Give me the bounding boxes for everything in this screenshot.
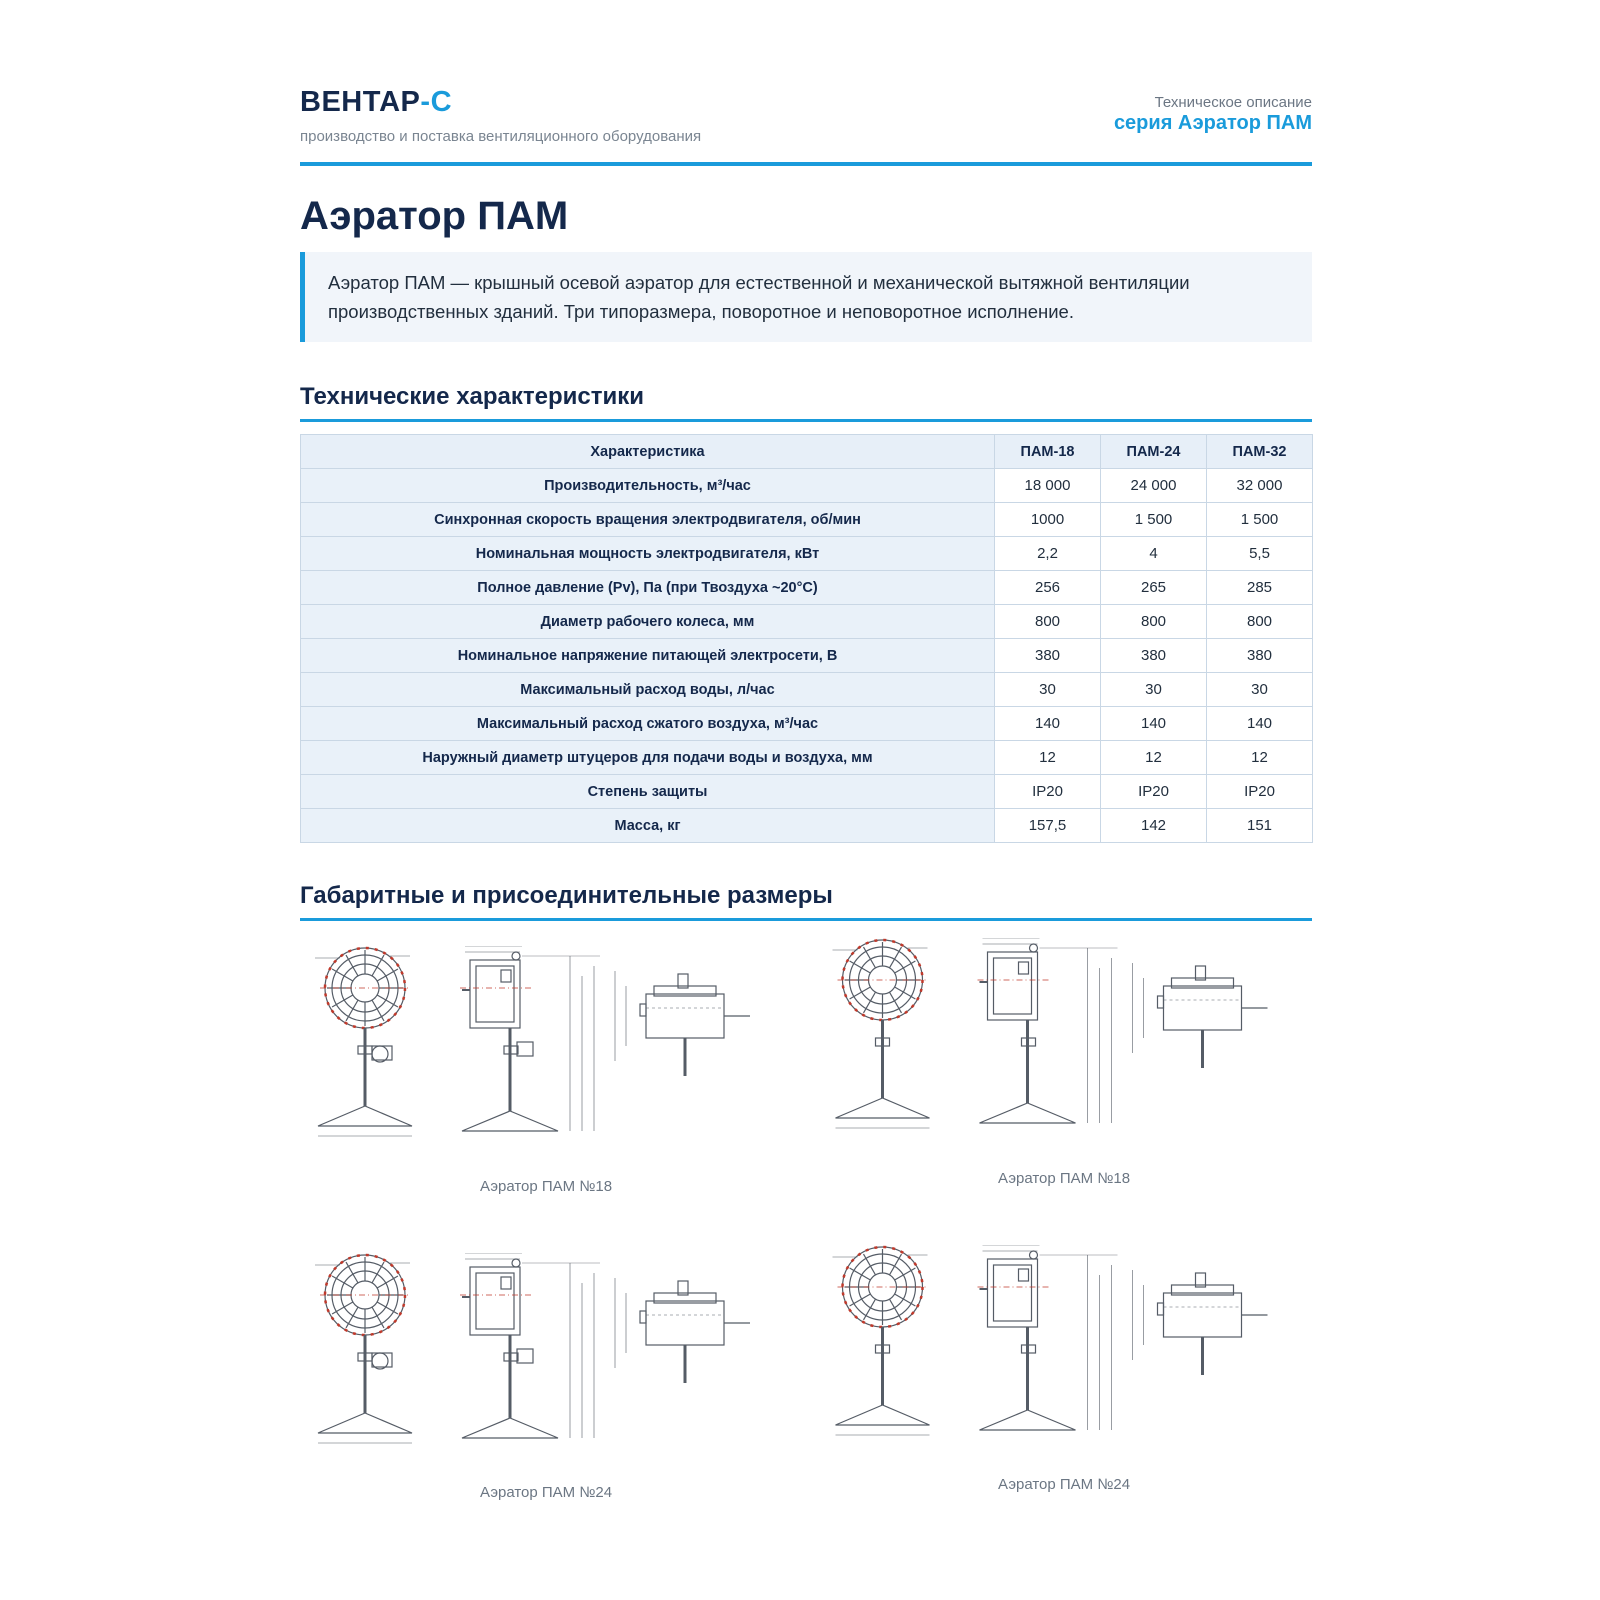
front-base xyxy=(318,1106,412,1126)
column-header: Характеристика xyxy=(301,435,995,469)
spec-value-cell: 151 xyxy=(1207,809,1313,843)
spec-value-cell: IP20 xyxy=(995,775,1101,809)
top-housing xyxy=(646,1301,724,1345)
spec-value-cell: 18 000 xyxy=(995,469,1101,503)
side-base xyxy=(462,1111,558,1131)
spec-value-cell: 12 xyxy=(1101,741,1207,775)
spec-name-cell: Диаметр рабочего колеса, мм xyxy=(301,605,995,639)
drawing-group xyxy=(833,938,1268,1128)
side-base xyxy=(462,1418,558,1438)
spec-value-cell: 380 xyxy=(1207,639,1313,673)
spec-value-cell: 2,2 xyxy=(995,537,1101,571)
top-housing xyxy=(646,994,724,1038)
table-row xyxy=(301,469,1313,503)
table-row xyxy=(301,775,1313,809)
side-junction-box xyxy=(501,970,511,982)
page-title: Аэратор ПАМ xyxy=(300,194,569,238)
table-row xyxy=(301,537,1313,571)
drawing-caption: Аэратор ПАМ №18 xyxy=(998,1170,1131,1187)
spec-value-cell: 30 xyxy=(1101,673,1207,707)
page-header xyxy=(300,86,1312,166)
intro-line-1: Аэратор ПАМ — крышный осевой аэратор для естественной и механической вытяжной вентиляции xyxy=(328,272,1190,293)
table-row xyxy=(301,571,1313,605)
spec-name-cell: Производительность, м³/час xyxy=(301,469,995,503)
spec-value-cell: 12 xyxy=(1207,741,1313,775)
spec-value-cell: 4 xyxy=(1101,537,1207,571)
specs-section-title: Технические характеристики xyxy=(300,383,645,410)
front-base xyxy=(836,1405,930,1425)
table-row xyxy=(301,707,1313,741)
spec-value-cell: 285 xyxy=(1207,571,1313,605)
side-junction-box xyxy=(1019,1269,1029,1281)
spec-value-cell: 30 xyxy=(995,673,1101,707)
spec-name-cell: Номинальное напряжение питающей электросети, В xyxy=(301,639,995,673)
header-divider xyxy=(300,162,1312,166)
side-base xyxy=(980,1410,1076,1430)
spec-value-cell: 800 xyxy=(1101,605,1207,639)
brand-tagline: производство и поставка вентиляционного оборудования xyxy=(300,128,702,145)
side-junction-box xyxy=(1019,962,1029,974)
spec-name-cell: Номинальная мощность электродвигателя, кВт xyxy=(301,537,995,571)
side-housing-inner xyxy=(994,958,1032,1014)
table-row xyxy=(301,809,1313,843)
table-row xyxy=(301,673,1313,707)
table-row xyxy=(301,741,1313,775)
top-inlet xyxy=(640,1311,646,1323)
doc-series: серия Аэратор ПАМ xyxy=(1113,112,1312,134)
spec-name-cell: Наружный диаметр штуцеров для подачи воды и воздуха, мм xyxy=(301,741,995,775)
side-lifting-eye xyxy=(1030,944,1038,952)
side-motor xyxy=(517,1349,533,1363)
spec-value-cell: 380 xyxy=(1101,639,1207,673)
spec-value-cell: 1 500 xyxy=(1101,503,1207,537)
spec-value-cell: IP20 xyxy=(1207,775,1313,809)
spec-value-cell: 12 xyxy=(995,741,1101,775)
table-row xyxy=(301,503,1313,537)
specs-section-divider xyxy=(300,419,1312,422)
drawing-group xyxy=(833,1245,1268,1435)
spec-value-cell: 265 xyxy=(1101,571,1207,605)
side-housing xyxy=(988,952,1038,1020)
spec-name-cell: Максимальный расход воды, л/час xyxy=(301,673,995,707)
drawing-caption: Аэратор ПАМ №24 xyxy=(480,1484,613,1501)
side-housing-inner xyxy=(476,966,514,1022)
spec-value-cell: 256 xyxy=(995,571,1101,605)
brand-accent: -С xyxy=(420,86,453,118)
drawing-group xyxy=(315,1253,750,1443)
side-junction-box xyxy=(501,1277,511,1289)
top-inlet xyxy=(640,1004,646,1016)
spec-name-cell: Максимальный расход сжатого воздуха, м³/час xyxy=(301,707,995,741)
spec-value-cell: 140 xyxy=(1101,707,1207,741)
spec-value-cell: 24 000 xyxy=(1101,469,1207,503)
spec-name-cell: Полное давление (Pv), Па (при Твоздуха ~20°C) xyxy=(301,571,995,605)
spec-value-cell: 380 xyxy=(995,639,1101,673)
doc-type: Техническое описание xyxy=(1154,94,1312,111)
top-housing xyxy=(1164,986,1242,1030)
table-row xyxy=(301,639,1313,673)
specs-table xyxy=(300,434,1313,843)
top-inlet xyxy=(1158,1303,1164,1315)
top-housing xyxy=(1164,1293,1242,1337)
drawing-caption: Аэратор ПАМ №24 xyxy=(998,1476,1131,1493)
specs-table-body xyxy=(301,469,1313,843)
drawing-caption: Аэратор ПАМ №18 xyxy=(480,1178,613,1195)
drawing-pam24-a xyxy=(310,1253,780,1463)
drawing-pam18-a xyxy=(310,946,780,1156)
drawing-pam18-b xyxy=(825,938,1300,1148)
front-base xyxy=(318,1413,412,1433)
side-base xyxy=(980,1103,1076,1123)
side-lifting-eye xyxy=(1030,1251,1038,1259)
side-lifting-eye xyxy=(512,952,520,960)
spec-value-cell: 30 xyxy=(1207,673,1313,707)
specs-header-row xyxy=(301,435,1313,469)
spec-value-cell: 32 000 xyxy=(1207,469,1313,503)
spec-value-cell: 800 xyxy=(995,605,1101,639)
side-motor xyxy=(517,1042,533,1056)
side-housing xyxy=(988,1259,1038,1327)
dimensions-section-title: Габаритные и присоединительные размеры xyxy=(300,882,833,909)
column-header: ПАМ-18 xyxy=(995,435,1101,469)
spec-name-cell: Степень защиты xyxy=(301,775,995,809)
front-base xyxy=(836,1098,930,1118)
spec-value-cell: 1 500 xyxy=(1207,503,1313,537)
spec-name-cell: Масса, кг xyxy=(301,809,995,843)
spec-value-cell: 800 xyxy=(1207,605,1313,639)
brand-logo xyxy=(300,86,452,119)
intro-callout xyxy=(300,252,1312,342)
side-lifting-eye xyxy=(512,1259,520,1267)
spec-name-cell: Синхронная скорость вращения электродвигателя, об/мин xyxy=(301,503,995,537)
brand-main: ВЕНТАР xyxy=(300,86,421,118)
spec-value-cell: IP20 xyxy=(1101,775,1207,809)
side-housing xyxy=(470,1267,520,1335)
column-header: ПАМ-24 xyxy=(1101,435,1207,469)
column-header: ПАМ-32 xyxy=(1207,435,1313,469)
side-housing xyxy=(470,960,520,1028)
spec-value-cell: 5,5 xyxy=(1207,537,1313,571)
side-housing-inner xyxy=(476,1273,514,1329)
side-housing-inner xyxy=(994,1265,1032,1321)
spec-value-cell: 140 xyxy=(995,707,1101,741)
spec-value-cell: 142 xyxy=(1101,809,1207,843)
top-inlet xyxy=(1158,996,1164,1008)
dimensions-section-divider xyxy=(300,918,1312,921)
spec-value-cell: 1000 xyxy=(995,503,1101,537)
spec-value-cell: 140 xyxy=(1207,707,1313,741)
table-row xyxy=(301,605,1313,639)
drawing-group xyxy=(315,946,750,1136)
intro-line-2: производственных зданий. Три типоразмера, поворотное и неповоротное исполнение. xyxy=(328,301,1074,322)
spec-value-cell: 157,5 xyxy=(995,809,1101,843)
drawing-pam24-b xyxy=(825,1245,1300,1455)
